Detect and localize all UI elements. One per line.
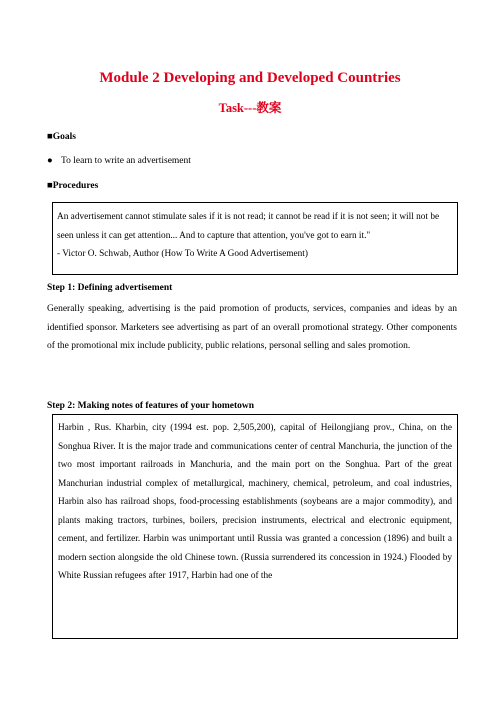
step2-notes-text: Harbin , Rus. Kharbin, city (1994 est. pop. 2,505,200), capital of Heilongjiang prov., China, on the Songhua River. It is the major trade and communications center of central Manchuria, the junction of the two most important railroads in Manchuria, and the main port on the Songhua. Part of the great Manchurian industrial complex of metallurgical, machinery, chemical, petroleum, and coal industries, Harbin also has railroad shops, food-processing establishments (soybeans are a major commodity), and plants making tractors, turbines, boilers, precision instruments, electrical and electronic equipment, cement, and fertilizer. Harbin was unimportant until Russia was granted a concession (1896) and built a modern section alongside the old Chinese town. (Russia surrendered its concession in 1924.) Flooded by White Russian refugees after 1917, Harbin had one of the: [58, 423, 452, 581]
step2-heading: Step 2: Making notes of features of your hometown: [47, 401, 255, 411]
step1-paragraph: Generally speaking, advertising is the paid promotion of products, services, companies and ideas by an identified sponsor. Marketers see advertising as part of an overall promotional strategy. Other components of the promotional mix include publicity, public relations, personal selling and sales promotion.: [47, 304, 457, 351]
procedures-heading: ■Procedures: [47, 181, 99, 191]
page-title: Module 2 Developing and Developed Countries: [99, 70, 401, 86]
goals-heading: ■Goals: [47, 132, 76, 142]
goal-item: [47, 155, 191, 167]
goal-text: To learn to write an advertisement: [61, 156, 191, 166]
quote-attribution: - Victor O. Schwab, Author (How To Write A Good Advertisement): [57, 249, 308, 259]
page-subtitle: Task---教案: [218, 101, 282, 115]
step1-heading: Step 1: Defining advertisement: [47, 283, 173, 293]
step2-notes-box: [52, 414, 458, 639]
quote-box: [52, 202, 458, 275]
quote-text: An advertisement cannot stimulate sales if it is not read; it cannot be read if it is not seen; it will not be seen unless it can get attention... And to capture that attention, you've got to earn it.": [57, 212, 440, 241]
bullet-icon: ●: [47, 156, 53, 166]
